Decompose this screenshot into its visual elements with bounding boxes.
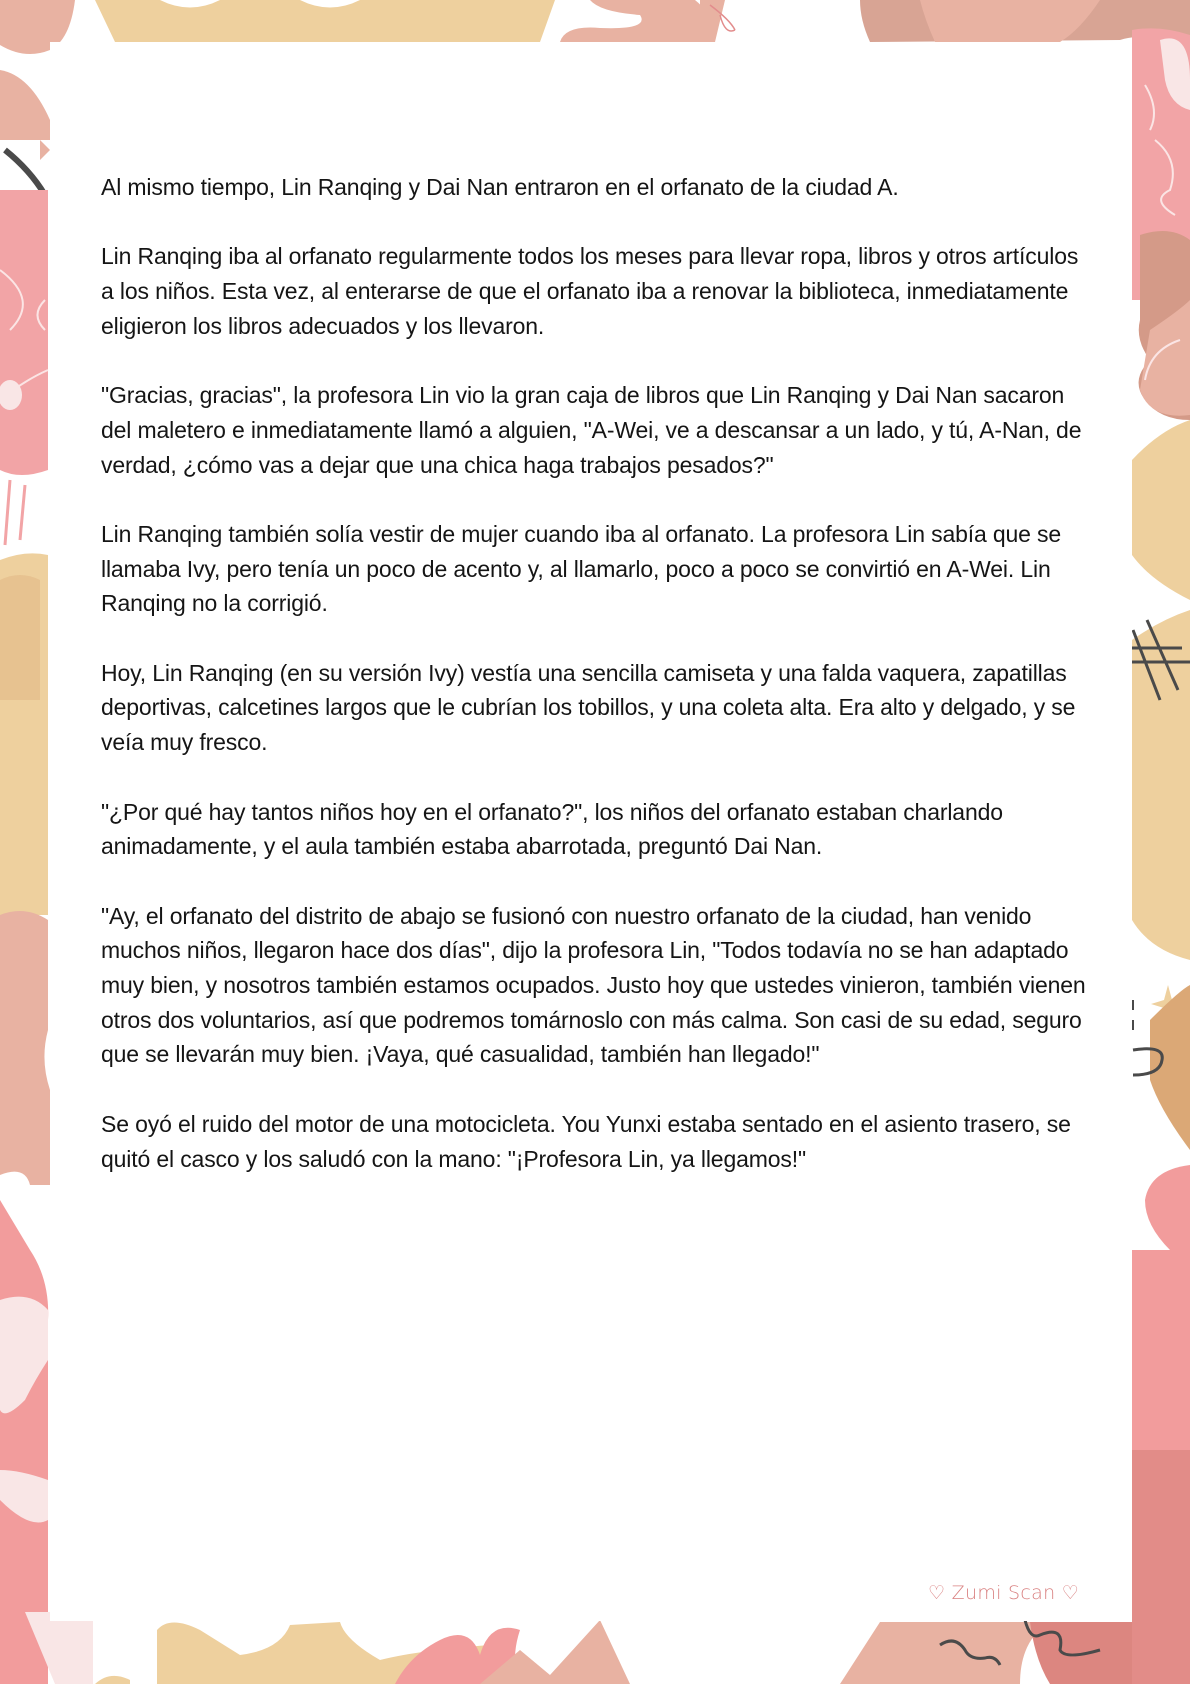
paragraph: Se oyó el ruido del motor de una motocicleta. You Yunxi estaba sentado en el asiento trasero, se quitó el casco y los saludó con la mano: "¡Profesora Lin, ya llegamos!" [101,1110,1071,1172]
paragraph: Al mismo tiempo, Lin Ranqing y Dai Nan entraron en el orfanato de la ciudad A. [101,174,899,200]
paragraph: "Ay, el orfanato del distrito de abajo se fusionó con nuestro orfanato de la ciudad, han venido muchos niños, llegaron hace dos días", dijo la profesora Lin, "Todos todavía no se han adaptado muy bien, y nosotros también estamos ocupados. Justo hoy que ustedes vinieron, también vienen otros dos voluntarios, así que podremos tomárnoslo con más calma. Son casi de su edad, seguro que se llevarán muy bien. ¡Vaya, qué casualidad, también han llegado!" [101,902,1086,1068]
scanlator-credit: ♡ Zumi Scan ♡ [928,1582,1080,1604]
paragraph: Lin Ranqing también solía vestir de mujer cuando iba al orfanato. La profesora Lin sabía que se llamaba Ivy, pero tenía un poco de acento y, al llamarlo, poco a poco se convirtió en A-Wei. Lin Ranqing no la corrigió. [101,520,1062,617]
paragraph: Lin Ranqing iba al orfanato regularmente todos los meses para llevar ropa, libros y otros artículos a los niños. Esta vez, al enterarse de que el orfanato iba a renovar la biblioteca, inmediatamente eligieron los libros adecuados y los llevaron. [101,243,1079,339]
paragraph: "¿Por qué hay tantos niños hoy en el orfanato?", los niños del orfanato estaban charlando animadamente, y el aula también estaba abarrotada, preguntó Dai Nan. [101,798,1003,860]
paragraph: "Gracias, gracias", la profesora Lin vio la gran caja de libros que Lin Ranqing y Dai Nan sacaron del maletero e inmediatamente llamó a alguien, "A-Wei, ve a descansar a un lado, y tú, A-Nan, de verdad, ¿cómo vas a dejar que una chica haga trabajos pesados?" [101,382,1082,478]
paragraph: Hoy, Lin Ranqing (en su versión Ivy) vestía una sencilla camiseta y una falda vaquera, zapatillas deportivas, calcetines largos que le cubrían los tobillos, y una coleta alta. Era alto y delgado, y se veía muy fresco. [101,659,1076,756]
chapter-text [101,170,1091,1211]
